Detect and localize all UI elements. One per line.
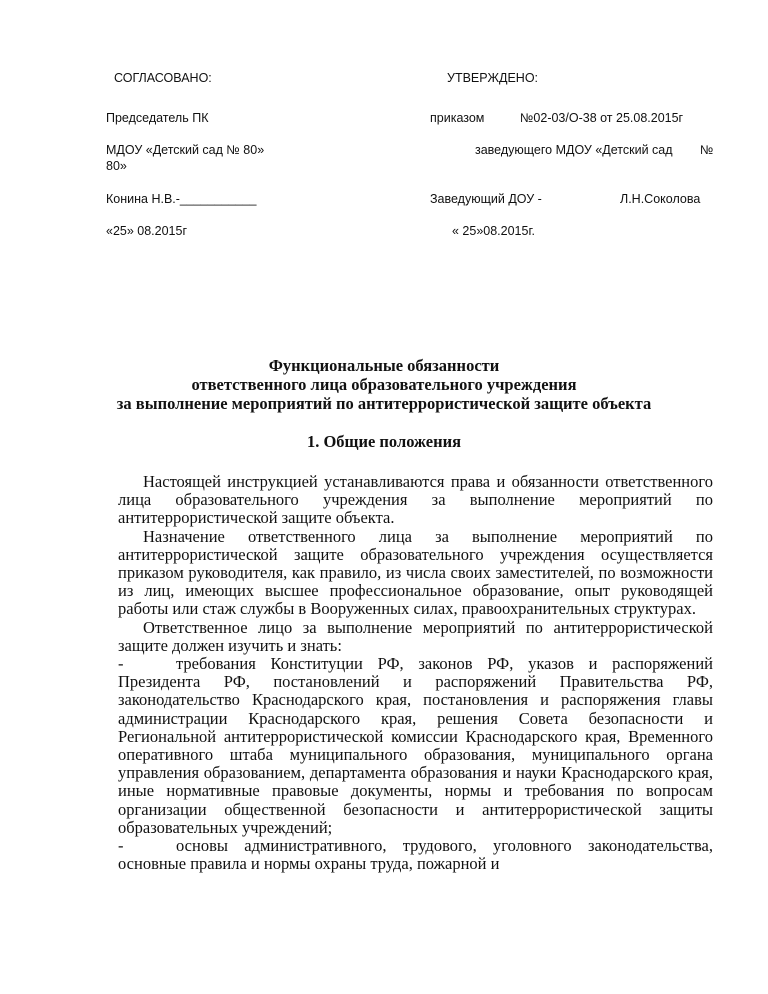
title-line-2: ответственного лица образовательного учреждения xyxy=(191,375,577,394)
org-line-2: 80» xyxy=(106,159,127,173)
org-line-1: МДОУ «Детский сад № 80» xyxy=(106,143,265,157)
order-word: приказом xyxy=(430,111,485,125)
number-sign: № xyxy=(700,143,714,157)
head-of-org: заведующего МДОУ «Детский сад xyxy=(475,143,673,157)
list-item xyxy=(118,655,713,837)
chair-label: Председатель ПК xyxy=(106,111,209,125)
head-name: Л.Н.Соколова xyxy=(620,192,701,206)
list-bullet: - xyxy=(118,654,124,674)
order-number: №02-03/О-38 от 25.08.2015г xyxy=(520,111,684,125)
paragraph: Назначение ответственного лица за выполнение мероприятий по антитеррористической защите образовательного учреждения осуществляется приказом руководителя, как правило, из числа своих заместителей, по возможности из лиц, имеющих высшее профессиональное образование, опыт руководящей работы или стаж службы в Вооруженных силах, правоохранительных структурах. xyxy=(118,526,713,619)
title-line-3: за выполнение мероприятий по антитеррористической защите объекта xyxy=(116,394,652,413)
document-title xyxy=(90,356,678,413)
paragraph: Ответственное лицо за выполнение мероприятий по антитеррористической защите должен изучить и знать: xyxy=(118,617,713,655)
left-date: «25» 08.2015г xyxy=(106,224,188,238)
section-heading: 1. Общие положения xyxy=(306,432,462,451)
section-body xyxy=(118,473,713,873)
approved-label: УТВЕРЖДЕНО: xyxy=(447,71,539,85)
agreed-label: СОГЛАСОВАНО: xyxy=(114,71,212,85)
list-item-text: основы административного, трудового, уголовного законодательства, основные правила и нормы охраны труда, пожарной и xyxy=(118,836,713,874)
left-signatory: Конина Н.В.-___________ xyxy=(106,192,257,206)
list-item xyxy=(118,837,713,873)
head-title: Заведующий ДОУ - xyxy=(430,192,542,206)
list-bullet: - xyxy=(118,836,124,856)
title-line-1: Функциональные обязанности xyxy=(268,356,500,375)
right-date: « 25»08.2015г. xyxy=(452,224,535,238)
paragraph: Настоящей инструкцией устанавливаются права и обязанности ответственного лица образовательного учреждения за выполнение мероприятий по антитеррористической защите объекта. xyxy=(118,472,713,528)
list-item-text: требования Конституции РФ, законов РФ, указов и распоряжений Президента РФ, постановлений и распоряжений Правительства РФ, законодательство Краснодарского края, постановления и распоряжения главы администрации Краснодарского края, решения Совета безопасности и Региональной антитеррористической комиссии Краснодарского края, Временного оперативного штаба муниципального образования, муниципального органа управления образованием, департамента образования и науки Краснодарского края, иные нормативные правовые документы, нормы и требования по вопросам организации общественной безопасности и антитеррористической защиты образовательных учреждений; xyxy=(118,654,713,837)
